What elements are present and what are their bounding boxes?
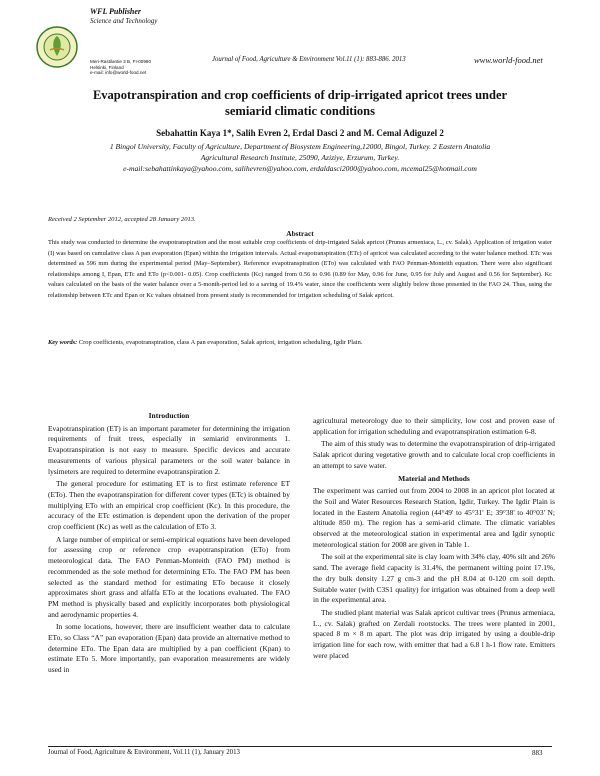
author-list: Sebahattin Kaya 1*, Salih Evren 2, Erdal Dasci 2 and M. Cemal Adiguzel 2 bbox=[156, 128, 444, 138]
left-column bbox=[48, 411, 290, 678]
wfl-logo bbox=[36, 26, 78, 68]
journal-citation: Journal of Food, Agriculture & Environment Vol.11 (1): 883-886. 2013 bbox=[212, 56, 406, 63]
footer-journal: Journal of Food, Agriculture & Environment, Vol.11 (1), January 2013 bbox=[48, 749, 240, 756]
paragraph: agricultural meteorology due to their simplicity, low cost and proven ease of application for irrigation scheduling and evapotranspiration estimation 6-8. bbox=[313, 416, 555, 436]
paragraph: A large number of empirical or semi-empirical equations have been developed for assessing crop or reference crop evapotranspiration (ETo) from meteorological data. The FAO Penman-Monteith (FAO PM) method is recommended as the sole method for determining ETo. The FAO PM has been selected as the standard method for estimating ETo because it closely approximates short grass and alfalfa ETo at the locations evaluated. The FAO PM method is physically based and explicitly incorporates both physiological and aerodynamic properties 4. bbox=[48, 534, 290, 619]
section-heading-methods: Material and Methods bbox=[398, 473, 470, 483]
abstract-text: This study was conducted to determine the evapotranspiration and the most suitable crop coefficients of drip-irrigated Salak apricot (Prunus armeniaca, L., cv. Salak). Application of irrigation water (I) was based on cumulative class A pan evaporation (Epan) within the irrigation intervals. Actual evapotranspiration (ETc) of apricot was calculated according to the water balance method. ETc was determined as 596 mm during the experimental period (May–September). Reference evapotranspiration (ETo) was calculated with FAO Penman-Monteith equation. There were also significant relationships among I, Epan, ETc and ETo (p<0.001- 0.05). Crop coefficients (Kc) ranged from 0.56 to 0.96 (0.89 for May, 0.96 for June, 0.95 for July and August and 0.56 for September). Kc values calculated on the basis of the water balance over a 5-month-period led to a saving of 19.4% water, since the coefficients were slightly below those presented in the FAO 24. Thus, using the relationship between ETc and Epan or Kc values obtained from present study is recommended for irrigation scheduling of Salak apricot. bbox=[48, 239, 552, 299]
title-line: Evapotranspiration and crop coefficients of drip-irrigated apricot trees under bbox=[92, 88, 508, 102]
paragraph: The general procedure for estimating ET is to first estimate reference ET (ETo). Then the evapotranspiration for different cover types (ETc) is obtained by multiplying ETo with an empirical crop coefficient (Kc). In this procedure, the accuracy of the ETc estimation is dependent upon the derivation of the proper crop coefficient (Kc) as well as the calculation of ETo 3. bbox=[48, 479, 290, 532]
article-title bbox=[40, 87, 560, 119]
paragraph: The studied plant material was Salak apricot cultivar trees (Prunus armeniaca, L., cv. Salak) grafted on Zerdali rootstocks. The trees were planted in 2001, spaced 8 m × 8 m apart. The plot was drip irrigated by using a double-drip irrigation line for each row, with emitter that had a 6.8 l h-1 flow rate. Emitters were placed bbox=[313, 607, 555, 660]
footer-divider bbox=[48, 746, 552, 747]
affiliations bbox=[40, 141, 560, 174]
affiliation-line: Agricultural Research Institute, 25090, Aziziye, Erzurum, Turkey. bbox=[200, 153, 400, 162]
publisher-subtitle: Science and Technology bbox=[90, 17, 158, 25]
affiliation-line: 1 Bingol University, Faculty of Agriculture, Department of Biosystem Engineering,12000, Bingol, Turkey. 2 Eastern Anatolia bbox=[109, 142, 491, 151]
address-line: Meri-Rastilantie 3 B, FI-00980 bbox=[90, 59, 152, 64]
address-line: Helsinki, Finland bbox=[90, 64, 124, 70]
section-heading-introduction: Introduction bbox=[148, 411, 190, 420]
paragraph: The aim of this study was to determine the evapotranspiration of drip-irrigated Salak apricot during vegetative growth and to calculate local crop coefficients in an attempt to save water. bbox=[313, 439, 555, 470]
abstract-heading: Abstract bbox=[286, 229, 314, 238]
keywords bbox=[48, 339, 552, 346]
title-line: semiarid climatic conditions bbox=[225, 104, 375, 118]
address-line: e-mail: info@world-food.net bbox=[90, 70, 147, 76]
page-number: 883 bbox=[532, 749, 543, 757]
author-emails: e-mail:sebahattinkaya@yahoo.com, salihevren@yahoo.com, erdaldasci2000@yahoo.com, mcemal25@hotmail.com bbox=[123, 164, 477, 173]
right-column bbox=[313, 416, 555, 663]
received-dates: Received 2 September 2012, accepted 28 January 2013. bbox=[48, 216, 196, 223]
keywords-label: Key words: bbox=[48, 339, 78, 346]
paragraph: The experiment was carried out from 2004 to 2008 in an apricot plot located at the Soil and Water Resources Research Station, Igdir, Turkey. The Igdir Plain is located in the Eastern Anatolia region (44°49' to 45°31' E; 39°38' to 40°03' N; altitude 850 m). The region has a semi-arid climate. The climatic variables observed at the meteorological station in experimental area and Igdir synoptic meteorological station for 2008 are given in Table 1. bbox=[313, 486, 555, 549]
publisher-address bbox=[90, 59, 151, 76]
keywords-text: Crop coefficients, evapotranspiration, class A pan evaporation, Salak apricot, irrigation scheduling, Igdir Plain. bbox=[78, 339, 363, 346]
paragraph: In some locations, however, there are insufficient weather data to calculate ETo, so Class “A” pan evaporation (Epan) data provide an alternative method to determine ETo. The Epan data are multiplied by a pan coefficient (Kpan) to estimate ETo 5. More importantly, pan evaporation measurements are widely used in bbox=[48, 622, 290, 675]
website-link[interactable]: www.world-food.net bbox=[474, 55, 543, 65]
paragraph: Evapotranspiration (ET) is an important parameter for determining the irrigation requirements of fruit trees, especially in semiarid environments 1. Evapotranspiration is not easy to measure. Specific devices and accurate measurements of various physical parameters or the soil water balance in lysimeters are required to determine evapotranspiration 2. bbox=[48, 423, 290, 476]
publisher-name: WFL Publisher bbox=[90, 7, 142, 16]
paragraph: The soil at the experimental site is clay loam with 34% clay, 40% silt and 26% sand. The average field capacity is 31.4%, the permanent wilting point 17.1%, the dry bulk density 1.27 g cm-3 and the pH 8.04 at 0-120 cm soil depth. Suitable water (with C3S1 quality) for irrigation was obtained from a deep well in the experimental area. bbox=[313, 552, 555, 605]
